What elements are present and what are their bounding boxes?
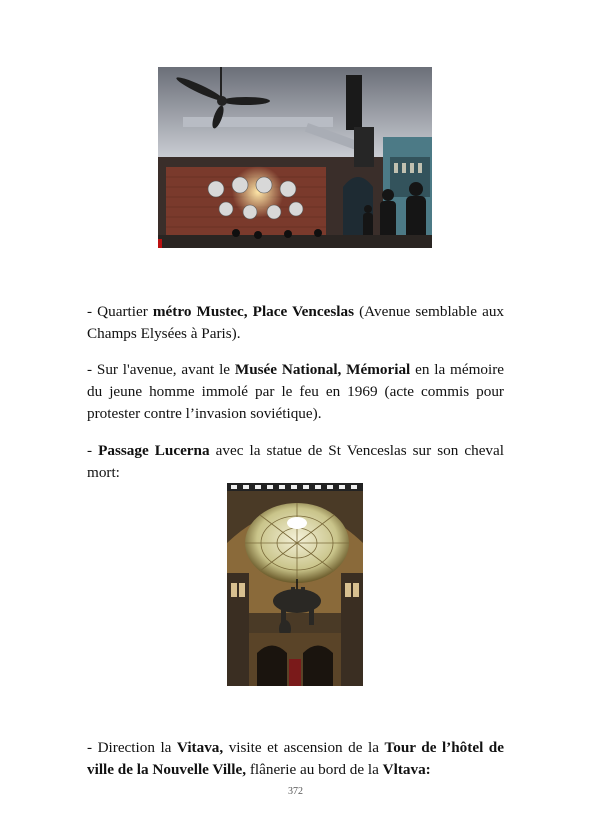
paragraph-place-venceslas (87, 301, 504, 345)
bold-segment: Musée National, Mémorial (234, 361, 411, 379)
paragraph-passage-lucerna (87, 440, 504, 484)
text-segment: visite et ascension de la (223, 739, 385, 757)
bold-segment: métro Mustec, Place Venceslas (152, 303, 354, 321)
text-segment: en la mémoire du jeune homme immolé par le feu en 1969 (acte commis pour protester contre l’invasion soviétique). (87, 361, 504, 423)
passage-lucerna-illustration (227, 483, 363, 686)
paragraph-vitava-direction (87, 737, 504, 781)
cafe-interior-photo (158, 67, 432, 248)
bold-segment: Vitava, (176, 739, 224, 757)
text-segment: (Avenue semblable aux Champs Elysées à Paris). (87, 303, 505, 343)
bold-segment: Vltava: (382, 761, 431, 779)
text-segment: - Quartier (87, 303, 153, 321)
bold-segment: Tour de l’hôtel de ville de la Nouvelle Ville, (87, 739, 504, 779)
text-segment: - (87, 442, 99, 460)
text-segment: - Sur l'avenue, avant le (87, 361, 235, 379)
text-segment: avec la statue de St Venceslas sur son cheval mort: (87, 442, 504, 482)
text-segment: - Direction la (87, 739, 177, 757)
cafe-interior-illustration (158, 67, 432, 248)
text-segment: flânerie au bord de la (246, 761, 383, 779)
paragraph-musee-national (87, 359, 504, 425)
bold-segment: Passage Lucerna (98, 442, 210, 460)
passage-lucerna-photo (227, 483, 363, 686)
page-number: 372 (288, 786, 303, 797)
